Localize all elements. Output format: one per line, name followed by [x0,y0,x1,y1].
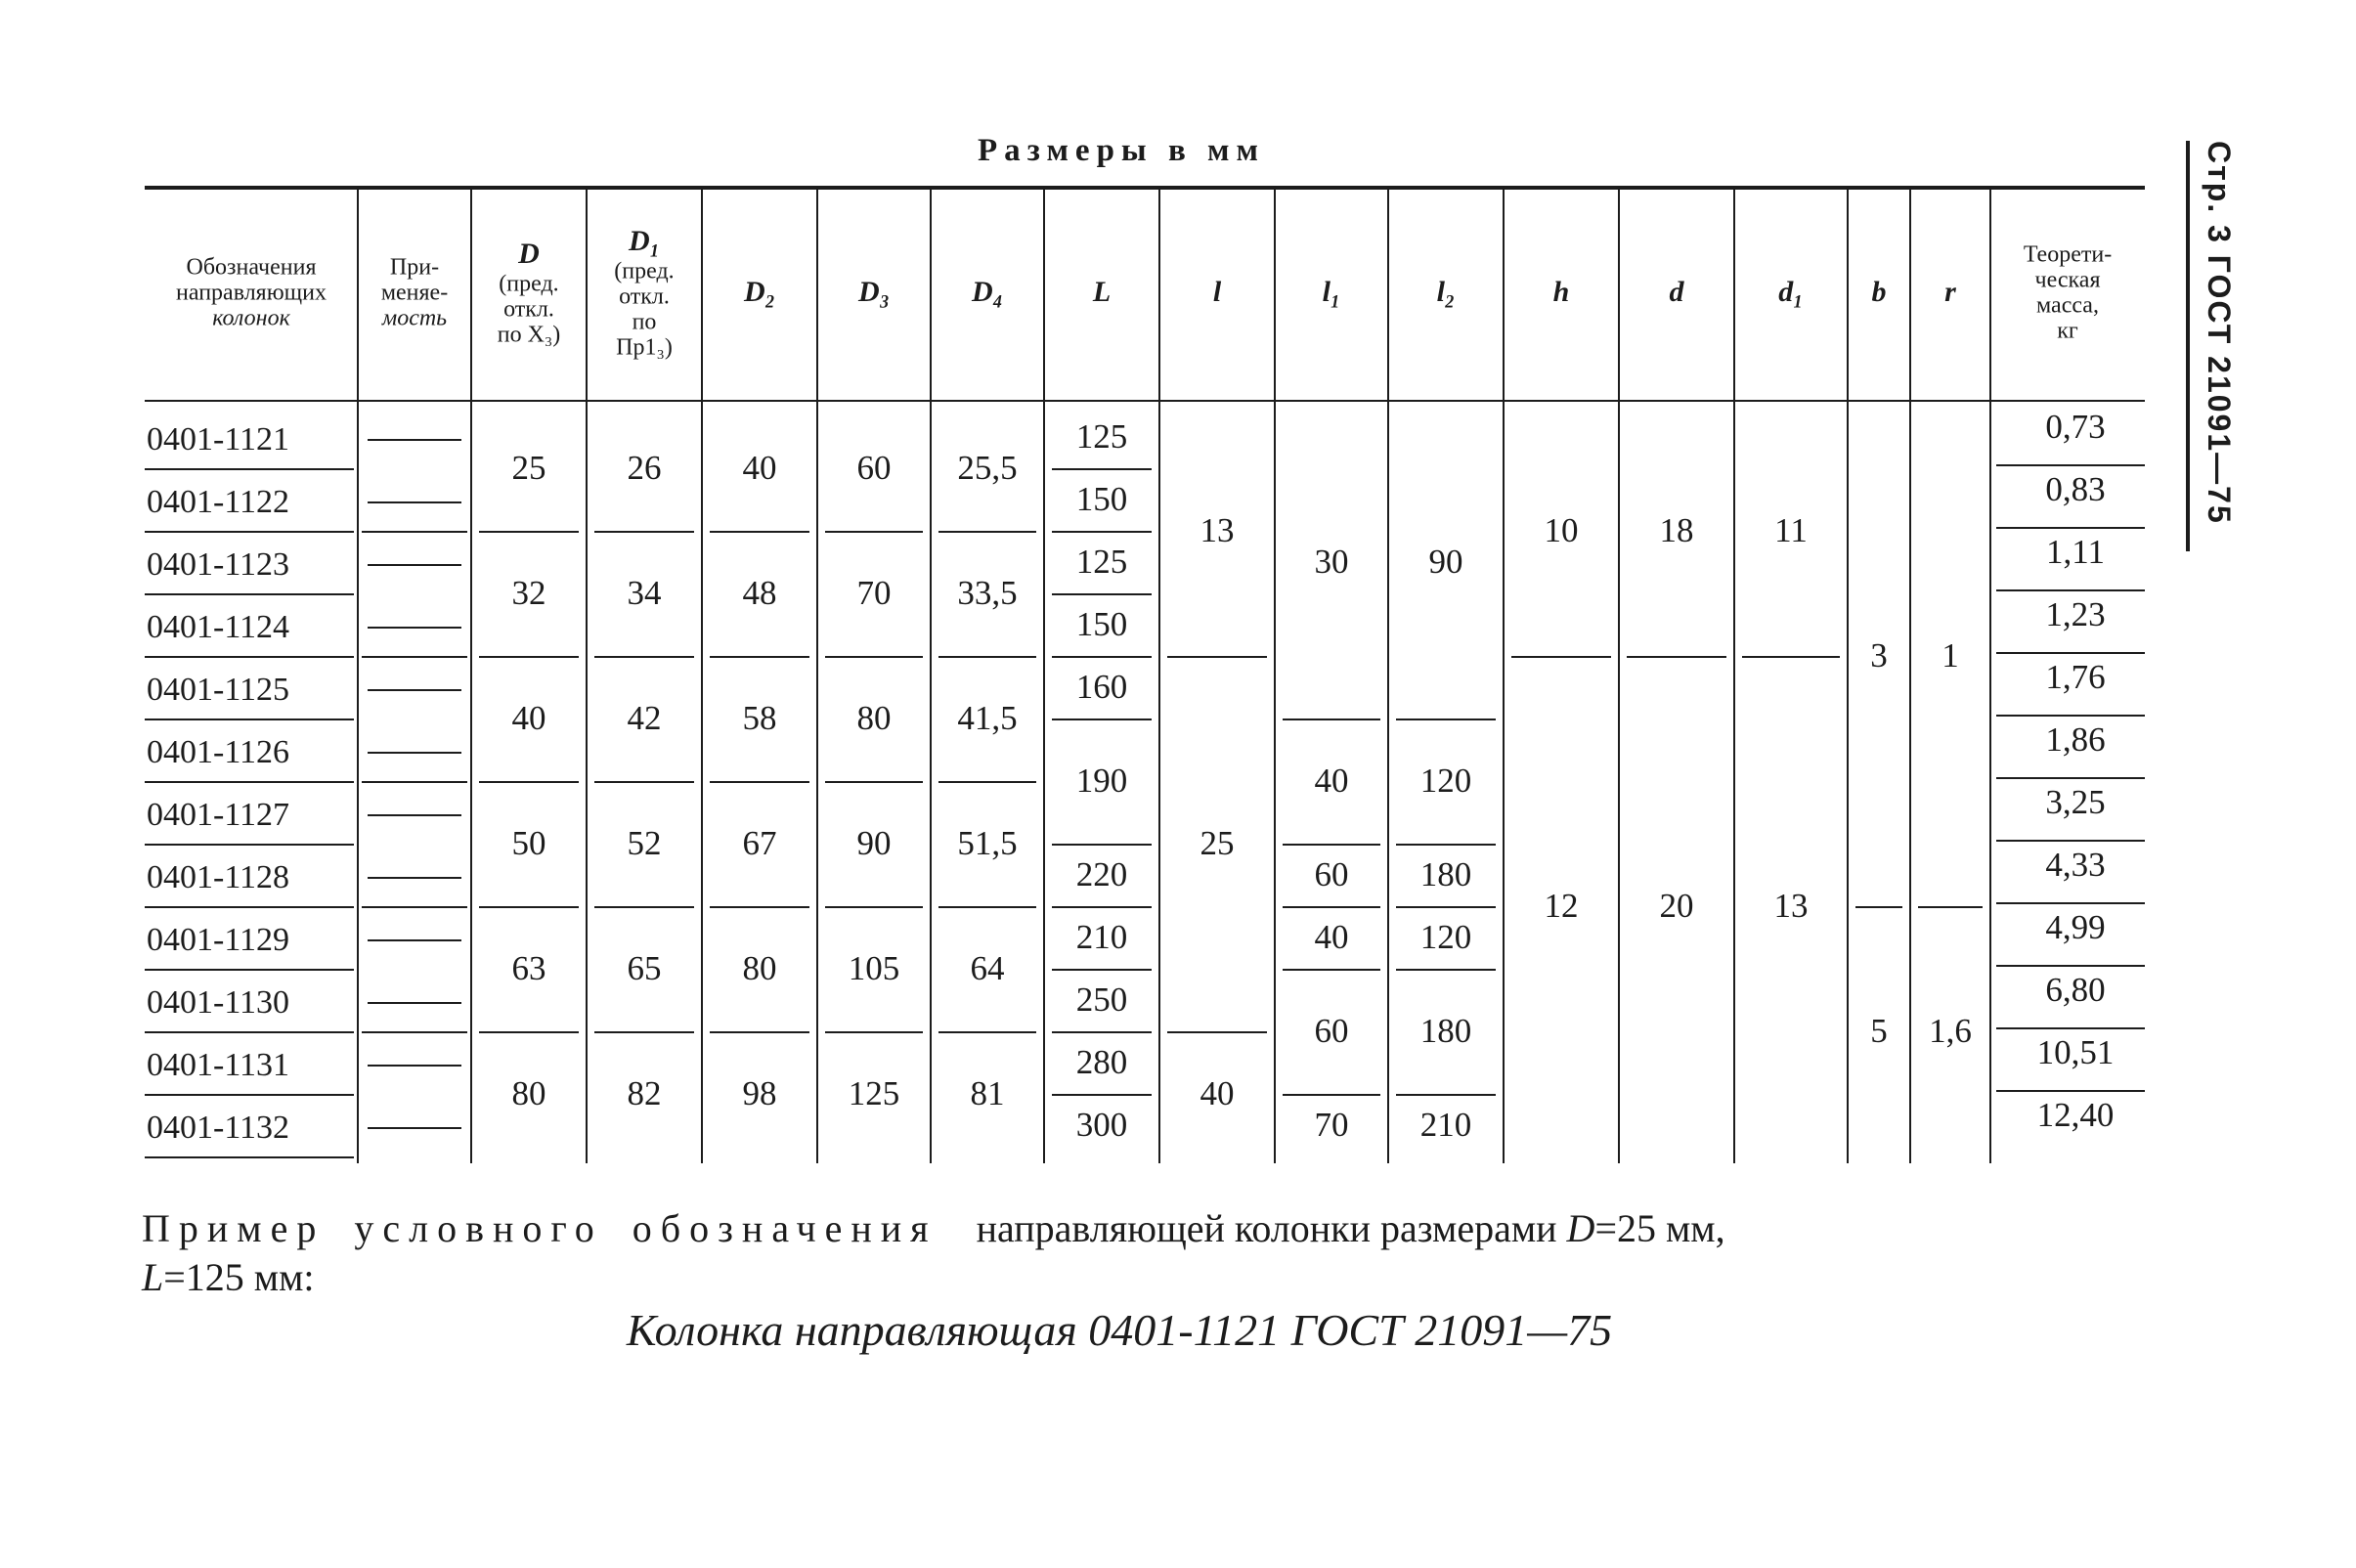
mass-value: 12,40 [2036,1096,2115,1135]
cell-b: 5 [1870,1012,1888,1051]
cell-l: 13 [1200,511,1235,550]
cell-l1: 60 [1314,855,1349,894]
mass-value: 6,80 [2045,971,2106,1010]
cell-h: 12 [1544,887,1579,926]
cell-D4: 51,5 [957,824,1018,863]
mass-value: 3,25 [2045,783,2106,822]
cell-h: 10 [1544,511,1579,550]
header-label-D1: Пр1₃) [616,334,673,361]
cell-D2: 80 [742,949,777,988]
example-eq-l: =125 мм: [163,1255,315,1299]
cell-l1: 40 [1314,762,1349,801]
cell-D1: 65 [627,949,662,988]
cell-D4: 33,5 [957,574,1018,613]
header-label-code: направляющих [176,280,327,306]
cell-L: 150 [1075,605,1128,644]
cell-r: 1 [1942,636,1959,675]
cell-r: 1,6 [1929,1012,1972,1051]
cell-D3: 70 [856,574,892,613]
cell-D: 63 [511,949,546,988]
cell-D2: 48 [742,574,777,613]
row-code: 0401-1124 [147,608,290,645]
example-word-1: Пример [142,1206,326,1250]
header-symbol-L: L [1092,275,1112,308]
cell-b: 3 [1870,636,1888,675]
cell-L: 220 [1075,855,1128,894]
cell-D2: 98 [742,1074,777,1113]
cell-D3: 105 [848,949,900,988]
mass-value: 0,83 [2045,470,2106,509]
cell-l2: 120 [1419,918,1472,957]
cell-D1: 34 [627,574,662,613]
header-label-mass: Теорети- [2023,241,2113,268]
header-label-mass: масса, [2036,292,2099,319]
row-code: 0401-1128 [147,858,290,895]
row-code: 0401-1123 [147,545,290,583]
header-label-prim: мость [381,305,448,331]
cell-D3: 60 [856,449,892,488]
cell-D2: 67 [742,824,777,863]
row-code: 0401-1130 [147,983,290,1021]
cell-D4: 41,5 [957,699,1018,738]
mass-value: 4,33 [2045,846,2106,885]
cell-L: 190 [1075,762,1128,801]
row-code: 0401-1126 [147,733,290,770]
cell-D2: 40 [742,449,777,488]
header-symbol-d1: d₁ [1778,275,1804,308]
cell-L: 160 [1075,668,1128,707]
header-symbol-D1: D₁ [628,224,661,257]
header-label-mass: кг [2057,318,2078,344]
example-eq-d: =25 мм, [1594,1206,1725,1250]
header-symbol-D3: D₃ [857,275,891,308]
cell-l2: 90 [1428,543,1463,582]
cell-l2: 180 [1419,1012,1472,1051]
header-label-mass: ческая [2034,267,2101,293]
header-symbol-l1: l₁ [1322,275,1341,308]
header-label-prim: меняе- [380,280,449,306]
example-var-d: D [1566,1206,1595,1250]
cell-L: 150 [1075,480,1128,519]
header-symbol-l: l [1212,275,1222,308]
header-label-prim: При- [389,254,440,281]
cell-D4: 25,5 [957,449,1018,488]
row-code: 0401-1129 [147,921,290,958]
header-symbol-h: h [1552,275,1570,308]
cell-l1: 60 [1314,1012,1349,1051]
header-label-D1: (пред. [614,258,675,284]
header-label-D1: откл. [619,283,670,310]
header-label-D: по X₃) [497,322,561,348]
row-code: 0401-1132 [147,1109,290,1146]
cell-L: 280 [1075,1043,1128,1082]
header-label-code: Обозначения [186,254,317,281]
cell-D1: 42 [627,699,662,738]
cell-D4: 81 [970,1074,1005,1113]
example-text: направляющей колонки размерами [976,1206,1557,1250]
cell-D4: 64 [970,949,1005,988]
example-word-3: обозначения [632,1206,938,1250]
header-symbol-d: d [1669,275,1684,308]
cell-l1: 40 [1314,918,1349,957]
cell-d: 18 [1659,511,1694,550]
row-code: 0401-1122 [147,483,290,520]
mass-value: 1,11 [2046,533,2105,572]
mass-value: 10,51 [2036,1033,2115,1072]
cell-D1: 52 [627,824,662,863]
cell-l2: 180 [1419,855,1472,894]
mass-value: 0,73 [2045,408,2106,447]
cell-D: 50 [511,824,546,863]
cell-l2: 120 [1419,762,1472,801]
header-label-code: колонок [212,305,290,331]
cell-D2: 58 [742,699,777,738]
header-symbol-l2: l₂ [1436,275,1456,308]
example-paragraph [142,1204,2136,1302]
cell-D3: 90 [856,824,892,863]
cell-l2: 210 [1419,1106,1472,1145]
header-symbol-r: r [1944,275,1956,308]
mass-value: 4,99 [2045,908,2106,947]
cell-D: 80 [511,1074,546,1113]
cell-L: 250 [1075,980,1128,1020]
header-label-D: (пред. [499,271,559,297]
cell-D: 25 [511,449,546,488]
cell-l1: 70 [1314,1106,1349,1145]
cell-L: 300 [1075,1106,1128,1145]
example-designation: Колонка направляющая 0401-1121 ГОСТ 21091—75 [626,1305,1613,1355]
cell-D: 32 [511,574,546,613]
cell-L: 210 [1075,918,1128,957]
table-caption: Размеры в мм [978,133,1265,168]
cell-L: 125 [1075,417,1128,457]
header-symbol-b: b [1871,275,1887,308]
header-symbol-D2: D₂ [743,275,776,308]
example-word-2: условного [354,1206,603,1250]
cell-l: 25 [1200,824,1235,863]
row-code: 0401-1127 [147,796,290,833]
cell-D1: 26 [627,449,662,488]
header-symbol-D4: D₄ [971,275,1004,308]
mass-value: 1,86 [2045,720,2106,760]
cell-L: 125 [1075,543,1128,582]
mass-value: 1,23 [2045,595,2106,634]
example-var-l: L [142,1255,164,1299]
row-code: 0401-1131 [147,1046,290,1083]
header-label-D1: по [632,309,657,335]
cell-d: 20 [1659,887,1694,926]
cell-D3: 80 [856,699,892,738]
cell-d1: 11 [1774,511,1808,550]
cell-D3: 125 [848,1074,900,1113]
row-code: 0401-1125 [147,671,290,708]
side-header-text: Стр. 3 ГОСТ 21091—75 [2202,141,2237,525]
cell-d1: 13 [1773,887,1809,926]
mass-value: 1,76 [2045,658,2106,697]
cell-l: 40 [1200,1074,1235,1113]
cell-D: 40 [511,699,546,738]
header-symbol-D: D [518,237,540,270]
cell-l1: 30 [1314,543,1349,582]
cell-D1: 82 [627,1074,662,1113]
row-code: 0401-1121 [147,420,290,457]
header-label-D: откл. [503,296,554,323]
